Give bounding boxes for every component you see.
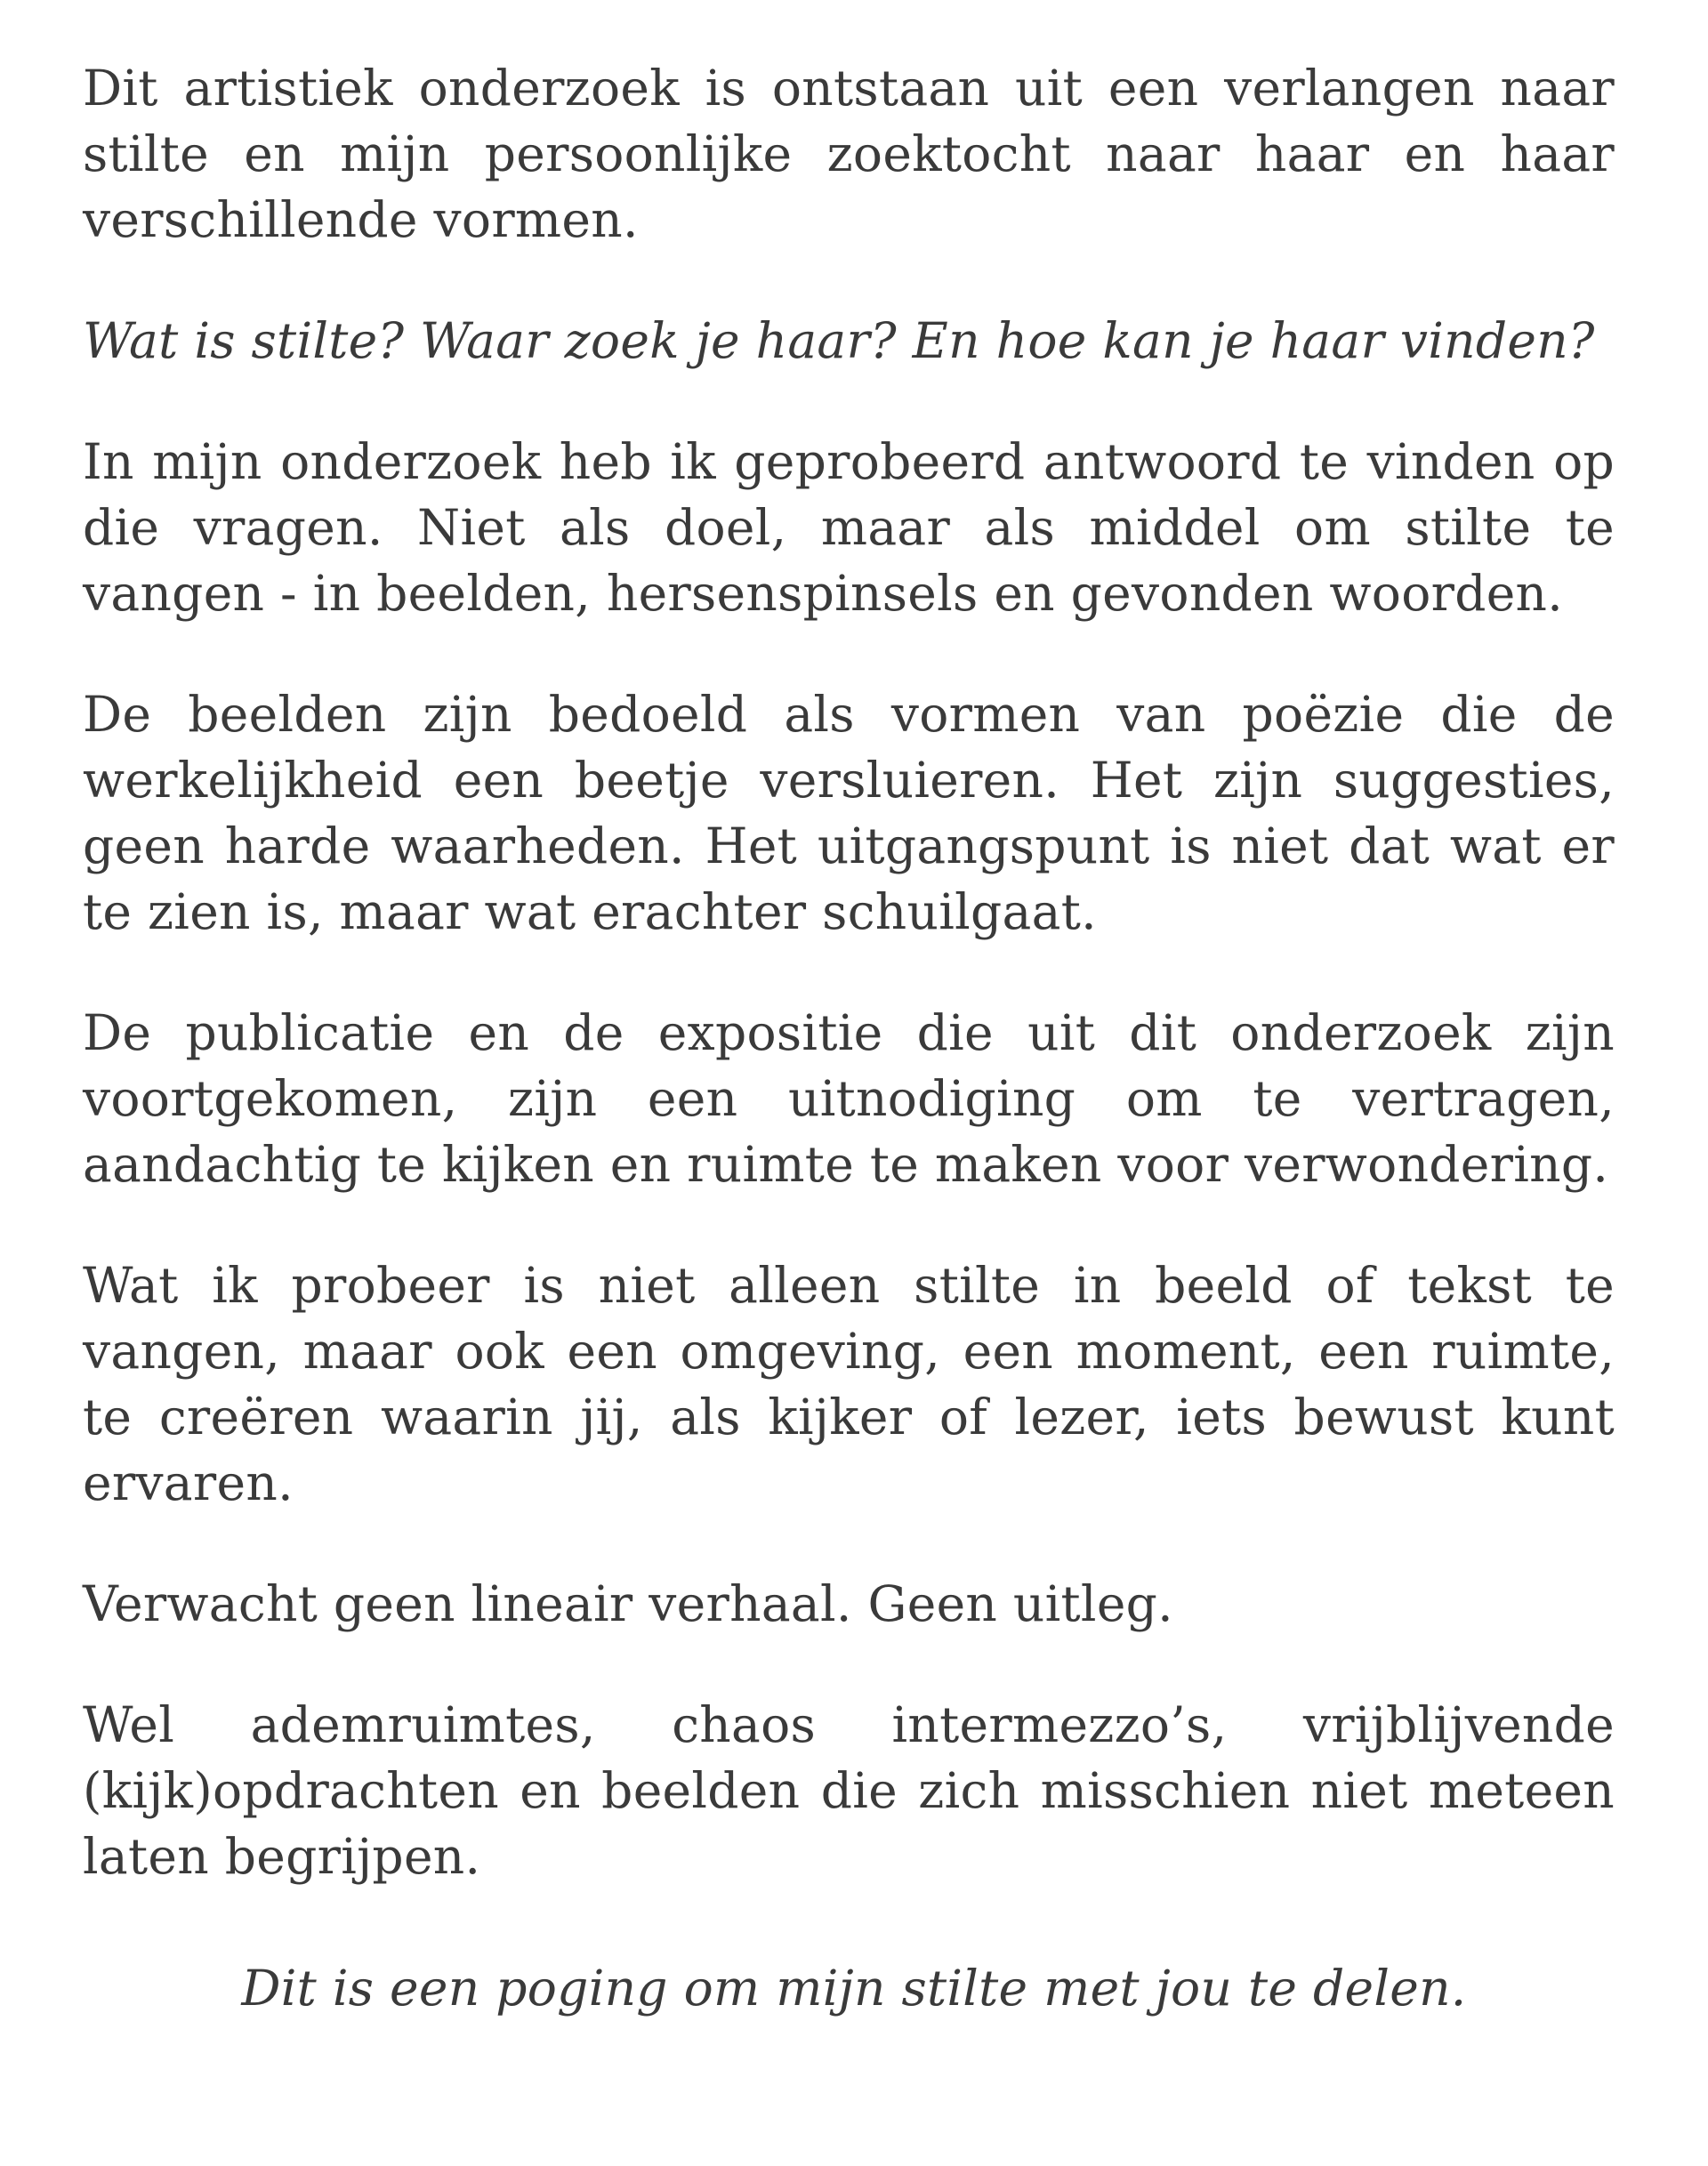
document-body <box>83 55 1615 1945</box>
closing-line: Dit is een poging om mijn stilte met jou te delen. <box>241 1960 1467 2017</box>
paragraph-content: Wel ademruimtes, chaos intermezzo’s, vrijblijvende (kijk)opdrachten en beelden die zich misschien niet meteen laten begrijpen. <box>83 1696 1615 1885</box>
paragraph-questions: Wat is stilte? Waar zoek je haar? En hoe kan je haar vinden? <box>83 312 1595 369</box>
paragraph-images: De beelden zijn bedoeld als vormen van poëzie die de werkelijkheid een beetje versluieren. Het zijn suggesties, geen harde waarheden. Het uitgangspunt is niet dat wat er te zien is, maar wat erachter schuilgaat. <box>83 686 1615 940</box>
paragraph-research: In mijn onderzoek heb ik geprobeerd antwoord te vinden op die vragen. Niet als doel, maar als middel om stilte te vangen - in beelden, hersenspinsels en gevonden woorden. <box>83 433 1615 622</box>
paragraph-intent: Wat ik probeer is niet alleen stilte in beeld of tekst te vangen, maar ook een omgeving, een moment, een ruimte, te creëren waarin jij, als kijker of lezer, iets bewust kunt ervaren. <box>83 1257 1615 1511</box>
paragraph-expectation: Verwacht geen lineair verhaal. Geen uitleg. <box>83 1575 1173 1632</box>
paragraph-publication: De publicatie en de expositie die uit dit onderzoek zijn voortgekomen, zijn een uitnodiging om te vertragen, aandachtig te kijken en ruimte te maken voor verwondering. <box>83 1004 1615 1193</box>
paragraph-intro: Dit artistiek onderzoek is ontstaan uit een verlangen naar stilte en mijn persoonlijke zoektocht naar haar en haar verschillende vormen. <box>83 60 1615 248</box>
